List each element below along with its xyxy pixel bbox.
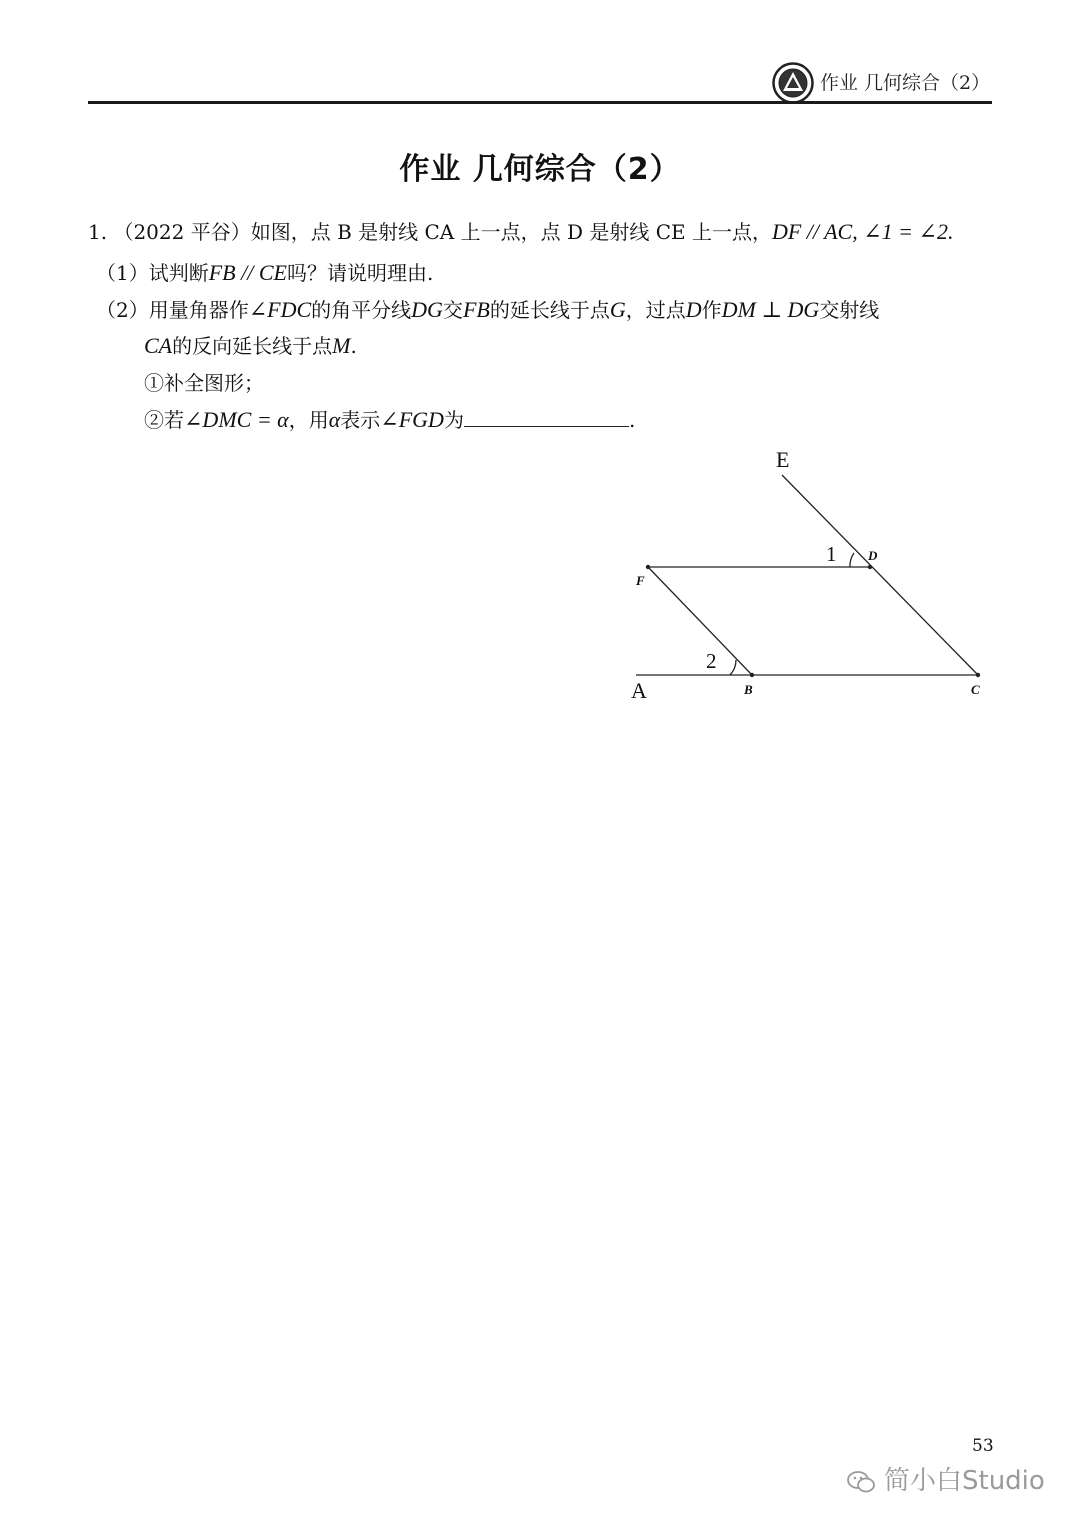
wechat-icon [846, 1469, 876, 1495]
header-rule [88, 101, 992, 104]
sub2-math-fgd: ∠FGD [380, 407, 444, 432]
part2-math-m: M [332, 333, 351, 358]
part1-pre: 试判断 [148, 261, 209, 285]
problem-intro: 如图，点 B 是射线 CA 上一点，点 D 是射线 CE 上一点， [250, 220, 772, 244]
part2-text-i: . [350, 334, 357, 358]
problem-condition: DF // AC, ∠1 = ∠2. [771, 219, 954, 244]
point-C [976, 673, 980, 677]
angle-1-label: 1 [826, 542, 837, 566]
part2-math-dg: DG [411, 297, 443, 322]
sub2-text-c: 表示 [340, 408, 381, 432]
label-E: E [776, 447, 790, 472]
point-D [868, 565, 872, 569]
part1-label: （1） [96, 261, 149, 285]
page-number: 53 [972, 1436, 994, 1456]
angle-1-arc [850, 553, 854, 567]
part2-text-a: 用量角器作 [148, 298, 249, 322]
label-A: A [631, 678, 647, 703]
point-B [750, 673, 754, 677]
watermark [846, 1460, 1045, 1497]
ray-CE [782, 475, 978, 675]
part1-post: 吗？请说明理由. [286, 261, 434, 285]
sub-question-1: ①补全图形； [144, 371, 264, 395]
sub2-end: . [628, 408, 636, 432]
label-C: C [971, 682, 980, 697]
label-F: F [636, 573, 645, 588]
part2-math-dm-perp-dg: DM ⊥ DG [721, 297, 820, 322]
geometry-figure [620, 440, 1000, 710]
header-title: 作业 几何综合（2） [820, 72, 991, 94]
part2-text-b: 的角平分线 [311, 298, 412, 322]
sub2-math-dmc: ∠DMC = α [184, 407, 289, 432]
sub2-text-d: 为 [443, 408, 464, 432]
part2-math-ca: CA [144, 333, 173, 358]
problem-intro-line [88, 216, 953, 245]
sub2-text-b: ，用 [288, 408, 329, 432]
label-D: D [868, 548, 878, 563]
problem-source: （2022 平谷） [113, 220, 251, 244]
part2-text-c: 交 [442, 298, 463, 322]
part1-line [96, 257, 433, 286]
part2-text-g: 交射线 [819, 298, 880, 322]
watermark-text: 简小白Studio [884, 1466, 1045, 1496]
school-logo [772, 62, 814, 104]
part2-line-2 [144, 330, 357, 359]
part2-text-e: ，过点 [625, 298, 686, 322]
part2-line-1 [96, 294, 879, 323]
part2-text-h: 的反向延长线于点 [172, 334, 333, 358]
problem-number: 1. [88, 220, 108, 244]
part2-math-fb: FB [462, 297, 490, 322]
part2-math-g: G [609, 297, 626, 322]
sub2-math-alpha: α [328, 407, 341, 432]
label-B: B [744, 682, 753, 697]
sub-question-2 [144, 404, 635, 433]
point-F [646, 565, 650, 569]
part2-math-fdc: ∠FDC [248, 297, 312, 322]
part1-math: FB // CE [208, 260, 287, 285]
page-title: 作业 几何综合（2） [399, 152, 681, 187]
answer-blank[interactable] [464, 408, 629, 427]
angle-2-label: 2 [706, 649, 717, 673]
part2-math-d: D [685, 297, 702, 322]
segment-FB [648, 567, 752, 675]
part2-text-d: 的延长线于点 [489, 298, 610, 322]
part2-label: （2） [96, 298, 149, 322]
part2-text-f: 作 [701, 298, 722, 322]
angle-2-arc [730, 660, 736, 675]
sub2-text-a: ②若 [144, 408, 184, 432]
